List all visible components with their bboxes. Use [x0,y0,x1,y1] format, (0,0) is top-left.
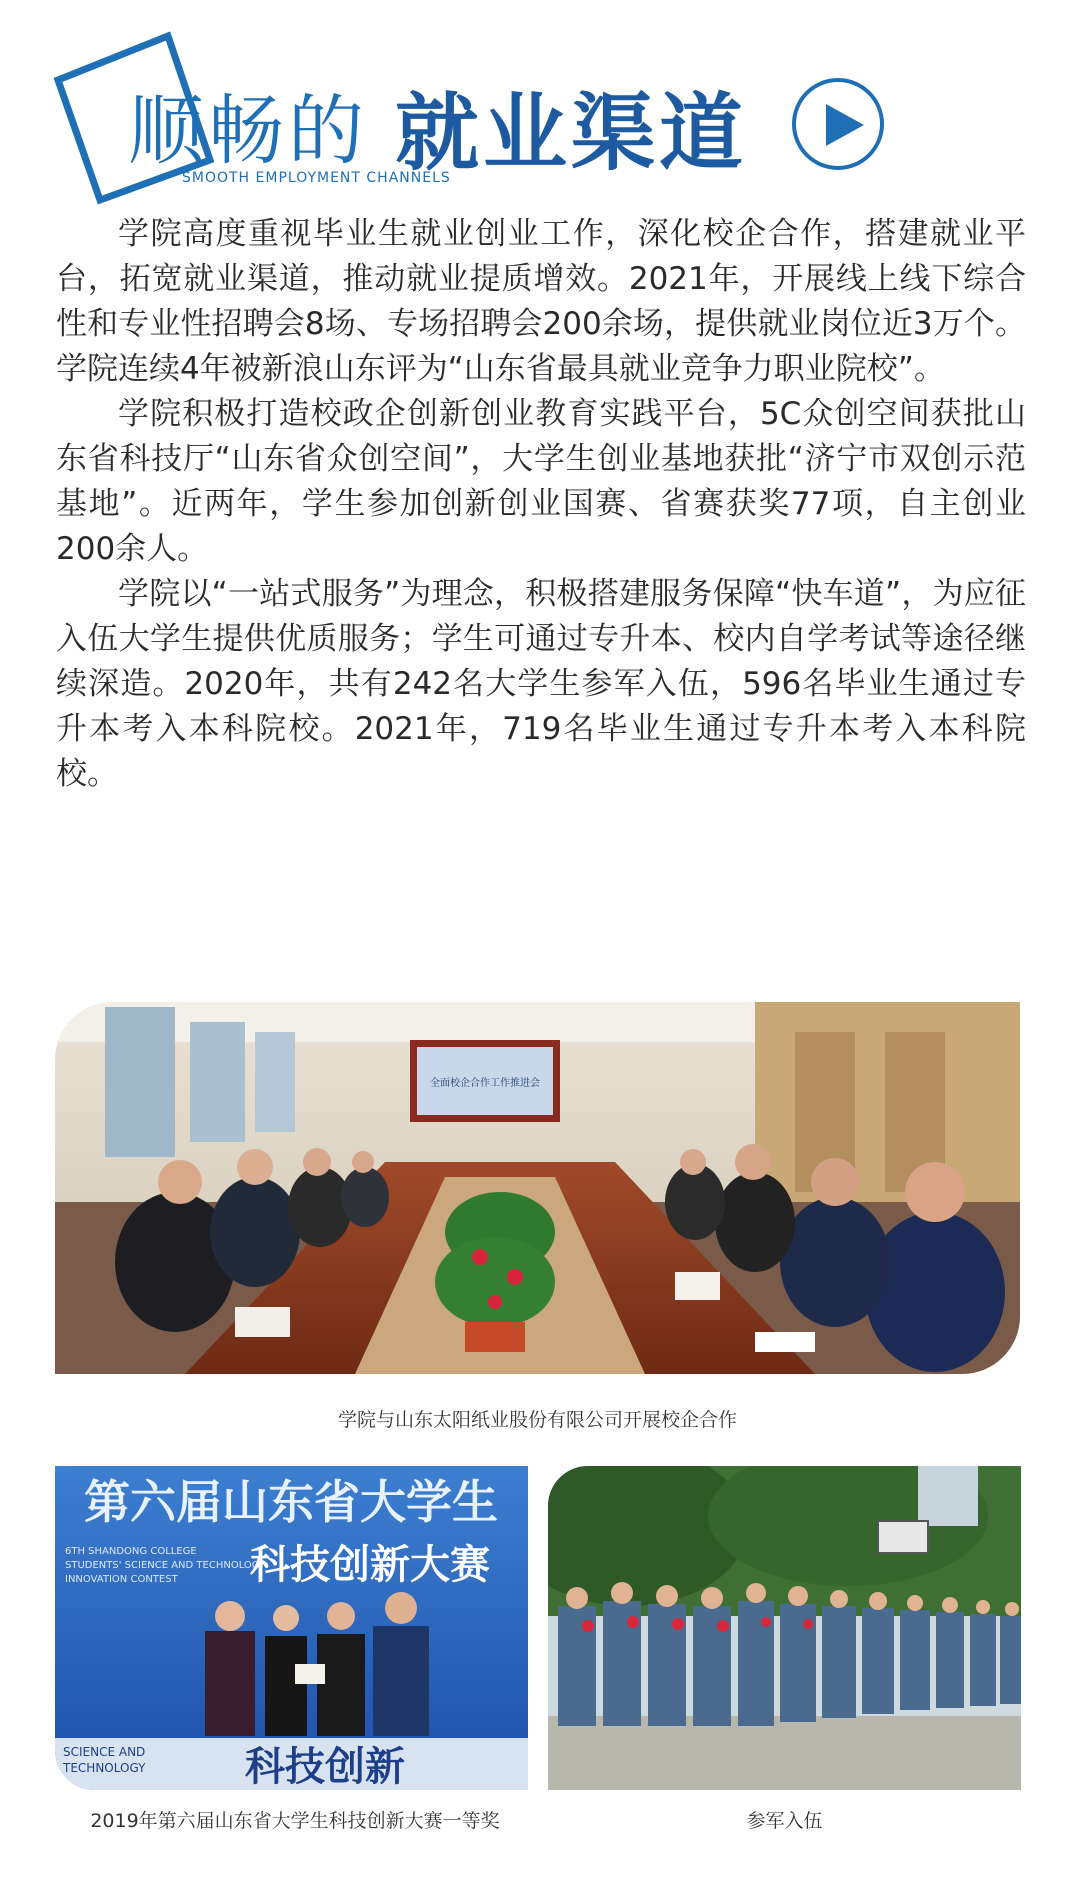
paragraph-military-and-study: 学院以“一站式服务”为理念，积极搭建服务保障“快车道”，为应征入伍大学生提供优质服务；学生可通过专升本、校内自学考试等途径继续深造。2020年，共有242名大学生参军入伍，596名毕业生通过专升本考入本科院校。2021年，719名毕业生通过专升本考入本科院校。 [56,576,1026,792]
title-bold: 就业渠道 [395,84,748,182]
meeting-photo [55,1002,1020,1374]
paragraph-innovation: 学院积极打造校政企创新创业教育实践平台，5C众创空间获批山东省科技厅“山东省众创空间”，大学生创业基地获批“济宁市双创示范基地”。近两年，学生参加创新创业国赛、省赛获奖77项，自主创业200余人。 [56,396,1026,567]
banner-en-line3: INNOVATION CONTEST [65,1574,178,1585]
paragraph-employment: 学院高度重视毕业生就业创业工作，深化校企合作，搭建就业平台，拓宽就业渠道，推动就业提质增效。2021年，开展线上线下综合性和专业性招聘会8场、专场招聘会200余场，提供就业岗位近3万个。学院连续4年被新浪山东评为“山东省最具就业竞争力职业院校”。 [56,216,1026,387]
enlistment-photo [548,1466,1021,1790]
play-button[interactable] [792,78,884,170]
banner-en-line1: 6TH SHANDONG COLLEGE [65,1546,197,1557]
bottom-sign-en1: SCIENCE AND [63,1745,146,1759]
title-light: 顺畅的 [128,86,368,175]
play-arrow-icon [820,102,866,148]
banner-en-line2: STUDENTS' SCIENCE AND TECHNOLOGY [65,1560,266,1571]
meeting-photo-caption: 学院与山东太阳纸业股份有限公司开展校企合作 [337,1409,737,1431]
enlistment-photo-caption: 参军入伍 [746,1810,823,1832]
screen-text: 全面校企合作工作推进会 [430,1078,540,1089]
subtitle-english: SMOOTH EMPLOYMENT CHANNELS [182,170,451,186]
banner-title-cn: 第六届山东省大学生 [84,1475,498,1529]
section-header [0,0,1080,200]
bottom-sign-cn: 科技创新 [245,1744,405,1790]
award-photo-caption: 2019年第六届山东省大学生科技创新大赛一等奖 [90,1810,500,1832]
banner-subtitle-cn: 科技创新大赛 [250,1542,490,1588]
award-photo [55,1466,528,1790]
article-body [56,212,1026,797]
bottom-sign-en2: TECHNOLOGY [63,1761,146,1775]
